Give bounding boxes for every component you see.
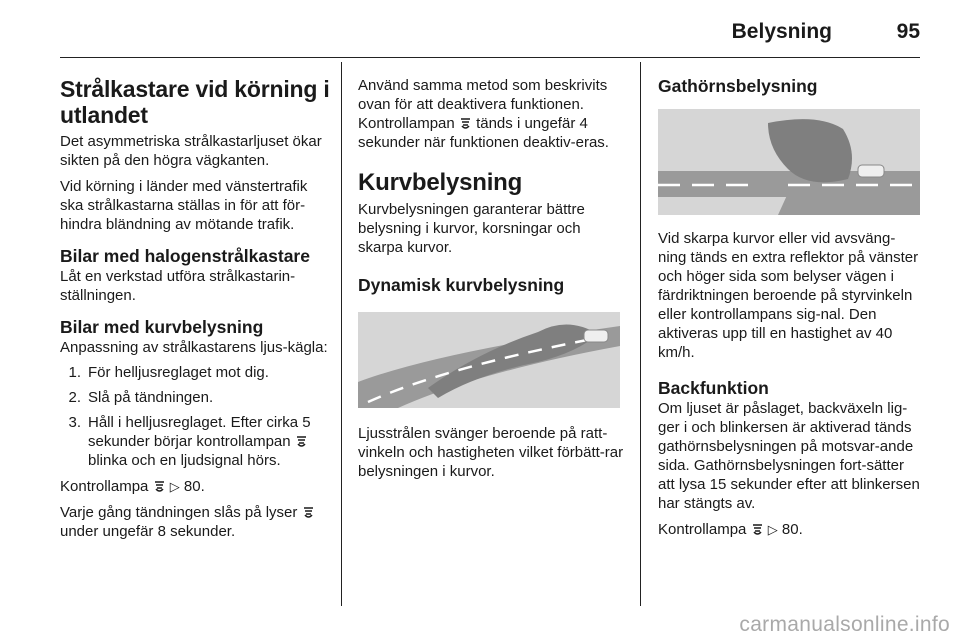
page-reference-arrow-icon: ▷ — [767, 522, 778, 537]
paragraph: Använd samma metod som beskrivits ovan för att deaktivera funktionen. — [358, 77, 608, 113]
page-reference-arrow-icon: ▷ — [169, 479, 180, 494]
paragraph: Låt en verkstad utföra strålkastarin-ställningen. — [60, 268, 296, 304]
paragraph: Om ljuset är påslaget, backväxeln lig-ger i och blinkersen är aktiverad tänds gathörnsbelysningen på motsvar-ande sida. Gathörnsbelysningen fort-sätter att lysa 15 sekunder efter att blinkersen har stängts av. — [658, 400, 920, 512]
column-divider — [341, 62, 342, 606]
subheading: Bilar med halogenstrålkastare — [60, 246, 310, 266]
paragraph: Det asymmetriska strålkastarljuset ökar sikten på den högra vägkanten. — [60, 133, 322, 169]
dynamic-cornering-illustration — [358, 312, 620, 408]
page-reference[interactable]: 80. — [781, 521, 803, 538]
footer-watermark: carmanualsonline.info — [739, 613, 950, 636]
page-number: 95 — [896, 20, 920, 43]
paragraph: Vid skarpa kurvor eller vid avsväng-ning tänds en extra reflektor på vänster och höger sida som belyser vägen i färdriktningen beroende på styrvinkeln eller kontrollampans sig-nal. Den aktiveras upp till en hastighet av 40 km/h. — [658, 230, 919, 361]
column-1 — [60, 76, 330, 541]
column-divider — [640, 62, 641, 606]
cornering-lamp-icon — [302, 505, 315, 519]
control-lamp-reference: Kontrollampa ▷ 80. — [60, 478, 205, 495]
subheading: Dynamisk kurvbelysning — [358, 275, 565, 295]
cornering-lamp-icon — [751, 522, 764, 536]
steps-list — [60, 363, 330, 470]
column-2 — [358, 76, 624, 481]
list-item: 1. För helljusreglaget mot dig. — [68, 364, 269, 381]
column-3 — [658, 76, 922, 539]
list-item: 2. Slå på tändningen. — [68, 389, 214, 406]
paragraph: Ljusstrålen svänger beroende på ratt-vinkeln och hastigheten vilket förbätt-rar belysningen i kurvor. — [358, 425, 624, 480]
page-reference[interactable]: 80. — [183, 478, 205, 495]
cornering-lamp-icon — [153, 479, 166, 493]
section-heading: Strålkastare vid körning i utlandet — [60, 76, 330, 128]
header-title: Belysning — [731, 20, 832, 43]
subheading: Bilar med kurvbelysning — [60, 317, 264, 337]
cornering-light-illustration — [658, 109, 920, 215]
subheading: Gathörnsbelysning — [658, 76, 818, 96]
control-lamp-reference: Kontrollampa ▷ 80. — [658, 521, 803, 538]
cornering-lamp-icon — [295, 434, 308, 448]
paragraph: Varje gång tändningen slås på lyser under ungefär 8 sekunder. — [60, 503, 330, 541]
paragraph: Kontrollampan tänds i ungefär 4 sekunder när funktionen deaktiv-eras. — [358, 115, 609, 151]
paragraph: Kurvbelysningen garanterar bättre belysning i kurvor, korsningar och skarpa kurvor. — [358, 201, 585, 256]
list-item: 3. Håll i helljusreglaget. Efter cirka 5 sekunder börjar kontrollampan blinka och en ljudsignal hörs. — [68, 414, 311, 469]
subheading: Backfunktion — [658, 378, 769, 398]
paragraph: Vid körning i länder med vänstertrafik ska strålkastarna ställas in för att för-hindra bländning av mötande trafik. — [60, 178, 308, 233]
paragraph: Anpassning av strålkastarens ljus-kägla: — [60, 339, 328, 356]
page-header — [60, 0, 920, 58]
cornering-lamp-icon — [459, 116, 472, 130]
section-heading: Kurvbelysning — [358, 169, 523, 196]
